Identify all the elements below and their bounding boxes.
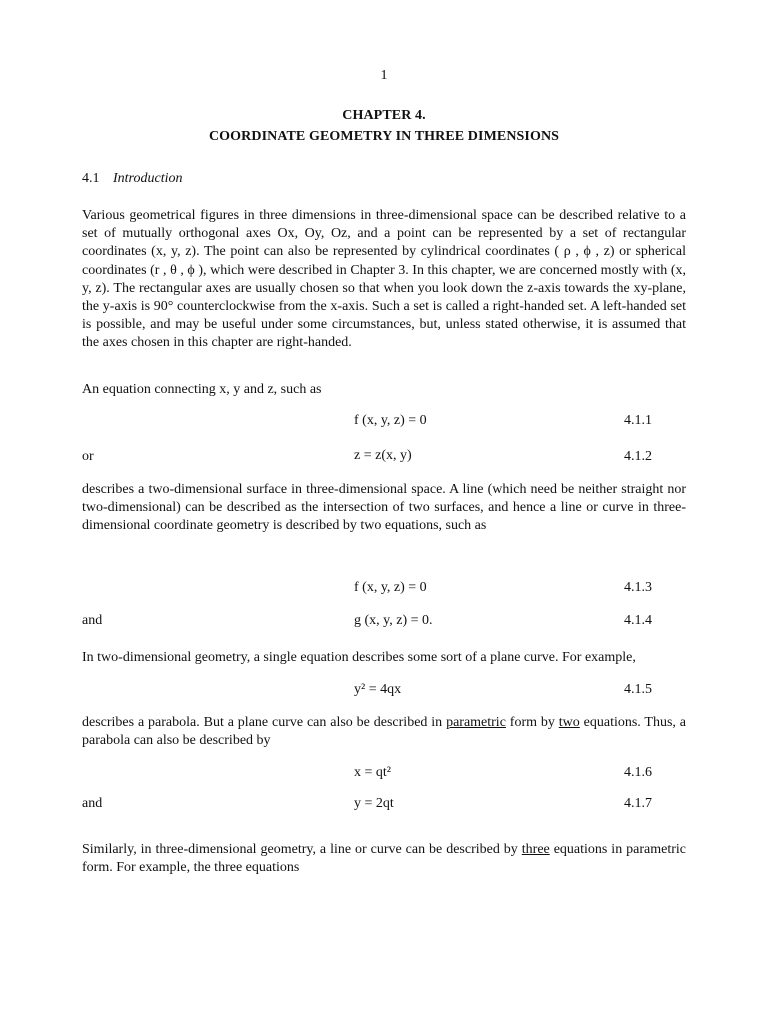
chapter-heading <box>0 105 768 147</box>
paragraph-parabola <box>82 714 686 750</box>
equation-number: 4.1.5 <box>624 682 652 697</box>
equation-number: 4.1.7 <box>624 796 652 811</box>
paragraph-text: equations. Thus, a parabola can also be described by <box>82 715 687 749</box>
paragraph-text: equations in parametric form. For example, the three equations <box>82 842 686 876</box>
equation-expression: g (x, y, z) = 0. <box>354 613 433 628</box>
paragraph-text: Similarly, in three-dimensional geometry, a line or curve can be described by <box>82 842 522 857</box>
equation-number: 4.1.3 <box>624 580 652 595</box>
equation-number: 4.1.1 <box>624 413 652 428</box>
equation-expression: f (x, y, z) = 0 <box>354 580 427 595</box>
paragraph-parametric-3d <box>82 841 686 877</box>
equation-lead-word: and <box>82 613 103 628</box>
paragraph-surface: describes a two-dimensional surface in three-dimensional space. A line (which need be neither straight nor two-dimensional) can be described as the intersection of two surfaces, and hence a line or curve in three-dimensional coordinate geometry is described by two equations, such as <box>82 482 686 534</box>
underlined-word: two <box>558 715 580 730</box>
paragraph-text: form by <box>505 715 559 730</box>
equation-number: 4.1.4 <box>624 613 652 628</box>
equation-number: 4.1.2 <box>624 449 652 464</box>
equation-lead-word: and <box>82 796 103 811</box>
paragraph-plane-curve: In two-dimensional geometry, a single equation describes some sort of a plane curve. For example, <box>82 650 636 665</box>
equation-lead-word: or <box>82 449 94 464</box>
equation-expression: y² = 4qx <box>354 682 402 697</box>
page-number: 1 <box>380 68 388 83</box>
section-title: Introduction <box>113 171 183 186</box>
equation-number: 4.1.6 <box>624 765 652 780</box>
equation-expression: y = 2qt <box>354 796 394 811</box>
section-heading <box>82 171 182 187</box>
chapter-label: CHAPTER 4. <box>342 108 426 123</box>
underlined-word: three <box>521 842 550 857</box>
equation-expression: x = qt² <box>354 765 391 780</box>
underlined-word: parametric <box>446 715 506 730</box>
paragraph-intro: Various geometrical figures in three dimensions in three-dimensional space can be described relative to a set of mutually orthogonal axes Ox, Oy, Oz, and a point can be represented by a set of rectangular coordinates (x, y, z). The point can also be represented by cylindrical coordinates ( ρ , ϕ , z) or spherical coordinates (r , θ , ϕ ), which were described in Chapter 3. In this chapter, we are concerned mostly with (x, y, z). The rectangular axes are usually chosen so that when you look down the z-axis towards the xy-plane, the y-axis is 90° counterclockwise from the x-axis. Such a set is called a right-handed set. A left-handed set is possible, and may be useful under some circumstances, but, unless stated otherwise, it is assumed that the axes chosen in this chapter are right-handed. <box>82 208 686 351</box>
section-number: 4.1 <box>82 171 100 186</box>
equation-expression: f (x, y, z) = 0 <box>354 413 427 428</box>
equation-expression: z = z(x, y) <box>354 448 412 463</box>
paragraph-equation-intro: An equation connecting x, y and z, such as <box>82 382 322 397</box>
paragraph-text: describes a parabola. But a plane curve can also be described in <box>82 715 447 730</box>
chapter-title: COORDINATE GEOMETRY IN THREE DIMENSIONS <box>208 129 560 144</box>
